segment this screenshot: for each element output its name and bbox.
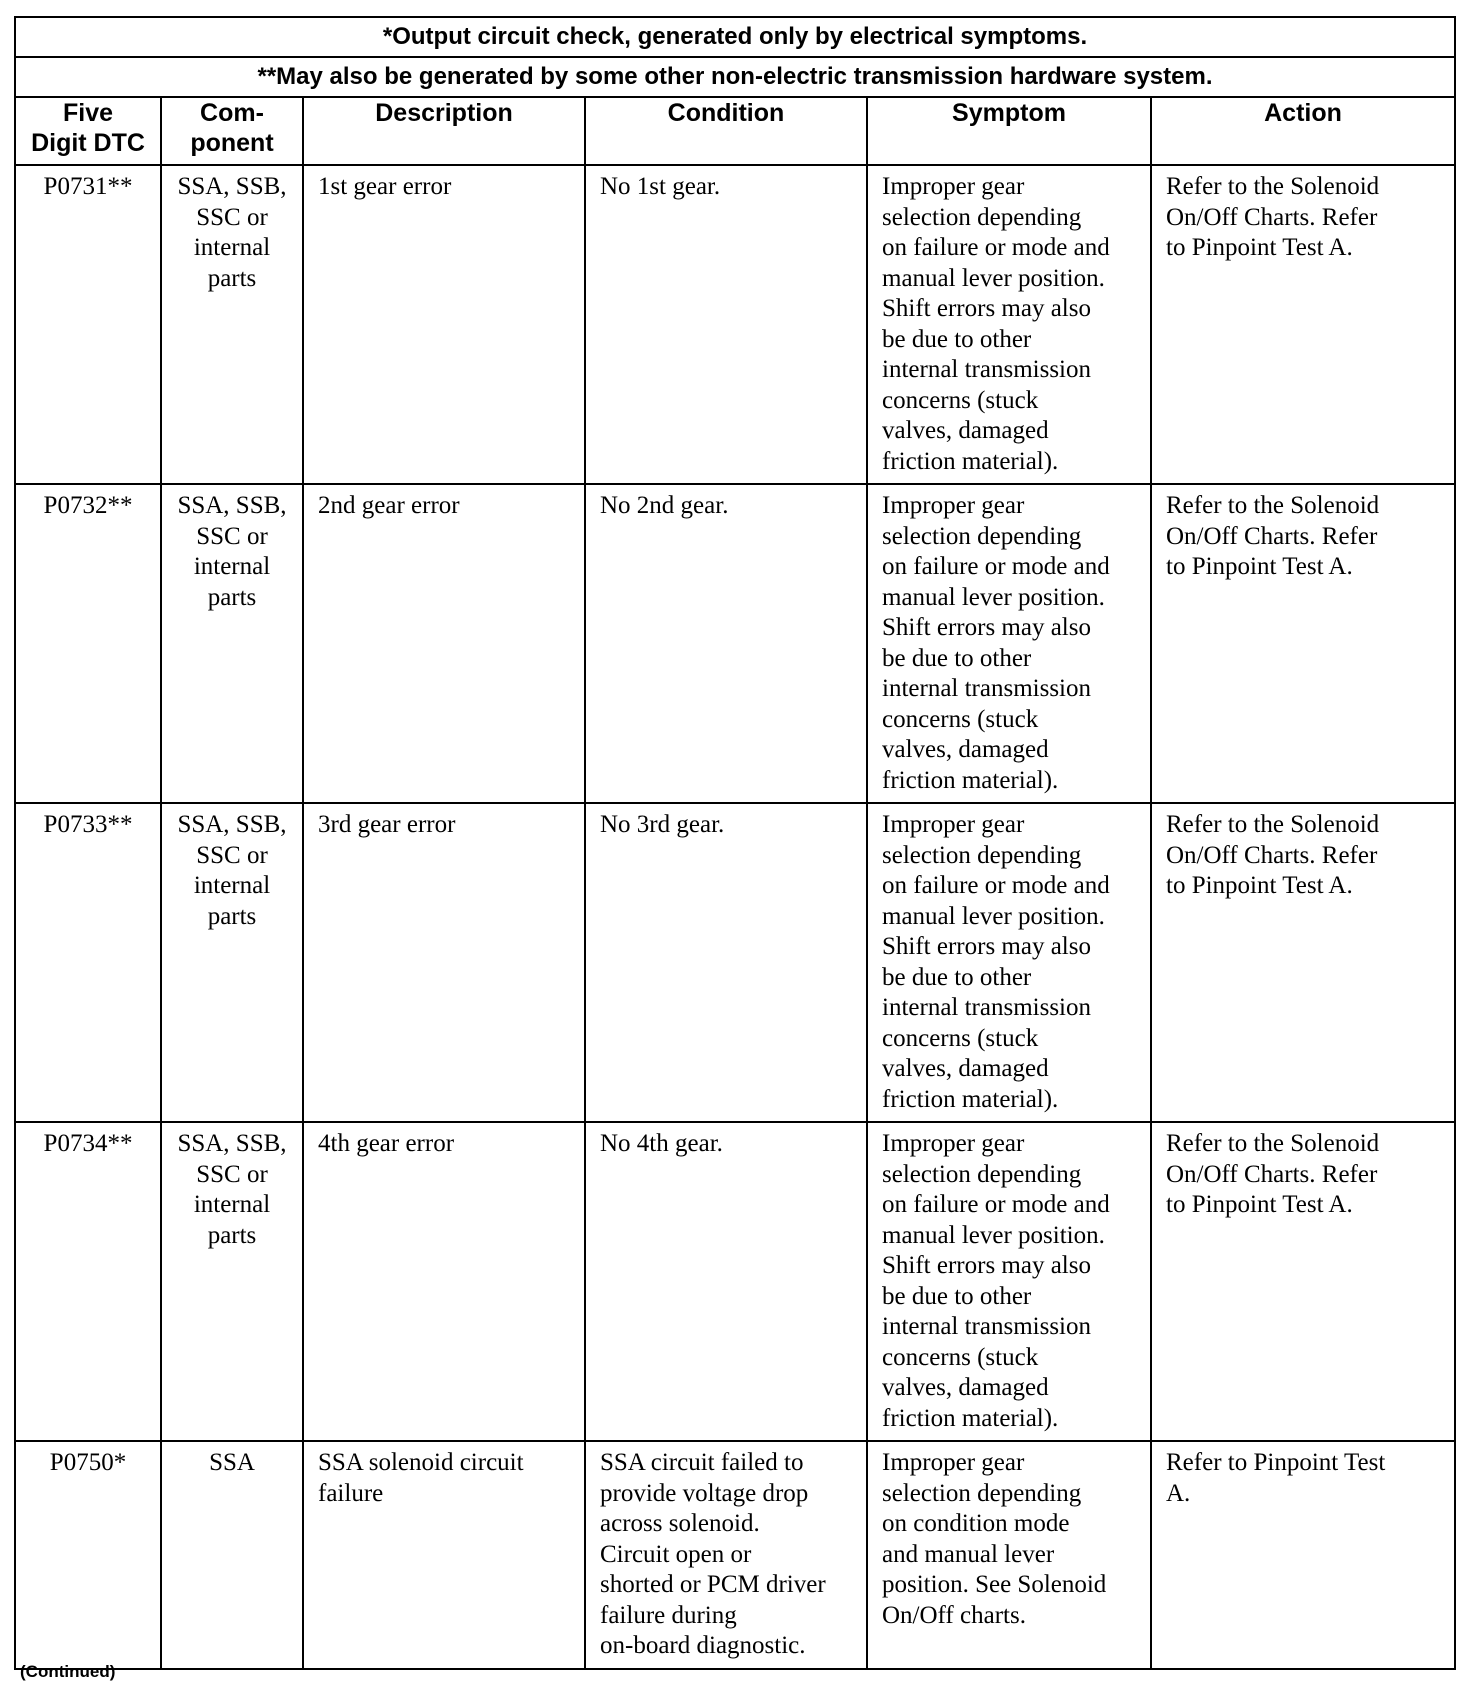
note-row-double-star: [15, 57, 1455, 97]
cell-dtc: P0732**: [15, 484, 161, 803]
cell-condition: No 1st gear.: [585, 165, 867, 484]
cell-component: SSA, SSB, SSC or internal parts: [161, 484, 303, 803]
cell-action: Refer to the Solenoid On/Off Charts. Refer to Pinpoint Test A.: [1151, 1122, 1455, 1441]
cell-action: Refer to the Solenoid On/Off Charts. Refer to Pinpoint Test A.: [1151, 165, 1455, 484]
cell-component: SSA: [161, 1441, 303, 1669]
cell-description: SSA solenoid circuit failure: [303, 1441, 585, 1669]
note-row-single-star: [15, 17, 1455, 57]
cell-description: 4th gear error: [303, 1122, 585, 1441]
cell-description: 1st gear error: [303, 165, 585, 484]
note-single-star: *Output circuit check, generated only by electrical symptoms.: [15, 17, 1455, 57]
header-dtc: Five Digit DTC: [15, 97, 161, 165]
table-row: [15, 803, 1455, 1122]
cell-dtc: P0731**: [15, 165, 161, 484]
cell-condition: SSA circuit failed to provide voltage drop across solenoid. Circuit open or shorted or PCM driver failure during on-board diagnostic.: [585, 1441, 867, 1669]
cell-action: Refer to Pinpoint Test A.: [1151, 1441, 1455, 1669]
continued-label: (Continued): [20, 1662, 116, 1681]
cell-condition: No 4th gear.: [585, 1122, 867, 1441]
cell-symptom: Improper gear selection depending on failure or mode and manual lever position. Shift errors may also be due to other internal transmission concerns (stuck valves, damaged friction material).: [867, 1122, 1151, 1441]
cell-symptom: Improper gear selection depending on failure or mode and manual lever position. Shift errors may also be due to other internal transmission concerns (stuck valves, damaged friction material).: [867, 165, 1151, 484]
cell-component: SSA, SSB, SSC or internal parts: [161, 1122, 303, 1441]
header-condition: Condition: [585, 97, 867, 165]
header-action: Action: [1151, 97, 1455, 165]
cell-condition: No 2nd gear.: [585, 484, 867, 803]
cell-description: 2nd gear error: [303, 484, 585, 803]
header-component: Com- ponent: [161, 97, 303, 165]
cell-description: 3rd gear error: [303, 803, 585, 1122]
dtc-table: [14, 16, 1456, 1670]
header-description: Description: [303, 97, 585, 165]
cell-action: Refer to the Solenoid On/Off Charts. Refer to Pinpoint Test A.: [1151, 803, 1455, 1122]
cell-component: SSA, SSB, SSC or internal parts: [161, 165, 303, 484]
header-symptom: Symptom: [867, 97, 1151, 165]
cell-symptom: Improper gear selection depending on condition mode and manual lever position. See Solenoid On/Off charts.: [867, 1441, 1151, 1669]
cell-action: Refer to the Solenoid On/Off Charts. Refer to Pinpoint Test A.: [1151, 484, 1455, 803]
cell-symptom: Improper gear selection depending on failure or mode and manual lever position. Shift errors may also be due to other internal transmission concerns (stuck valves, damaged friction material).: [867, 484, 1151, 803]
table-row: [15, 484, 1455, 803]
table-row: [15, 165, 1455, 484]
cell-dtc: P0733**: [15, 803, 161, 1122]
cell-dtc: P0734**: [15, 1122, 161, 1441]
note-double-star: **May also be generated by some other non-electric transmission hardware system.: [15, 57, 1455, 97]
table-row: [15, 1441, 1455, 1669]
table-header-row: [15, 97, 1455, 165]
cell-condition: No 3rd gear.: [585, 803, 867, 1122]
table-row: [15, 1122, 1455, 1441]
cell-symptom: Improper gear selection depending on failure or mode and manual lever position. Shift errors may also be due to other internal transmission concerns (stuck valves, damaged friction material).: [867, 803, 1151, 1122]
cell-dtc: P0750*: [15, 1441, 161, 1669]
cell-component: SSA, SSB, SSC or internal parts: [161, 803, 303, 1122]
